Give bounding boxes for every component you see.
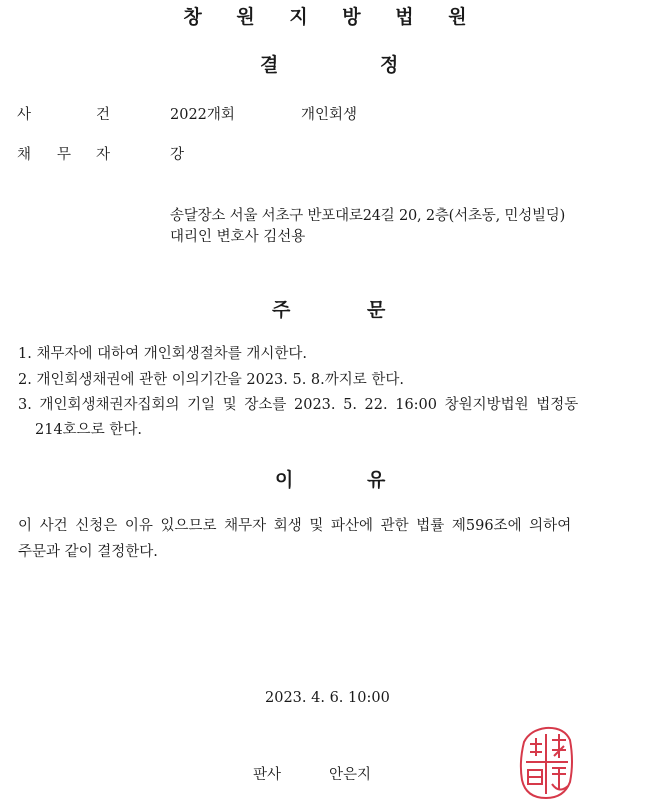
decision-date: 2023. 4. 6. 10:00 (265, 690, 390, 706)
order-item-1: 1. 채무자에 대하여 개인회생절차를 개시한다. (18, 346, 308, 362)
debtor-name: 강 (170, 147, 185, 163)
doc-title-left: 결 (260, 54, 279, 76)
case-label-2: 건 (96, 107, 111, 123)
reason-line-2: 주문과 같이 결정한다. (18, 544, 158, 560)
judge-title: 판사 (253, 767, 282, 783)
agent-lawyer: 대리인 변호사 김선용 (170, 229, 306, 245)
case-label-1: 사 (17, 107, 32, 123)
doc-title-right: 정 (380, 54, 399, 76)
service-address: 송달장소 서울 서초구 반포대로24길 20, 2층(서초동, 민성빌딩) (170, 208, 566, 224)
order-item-2: 2. 개인회생채권에 관한 이의기간을 2023. 5. 8.까지로 한다. (18, 372, 405, 388)
court-name: 창 원 지 방 법 원 (183, 6, 481, 28)
reason-line-1: 이 사건 신청은 이유 있으므로 채무자 회생 및 파산에 관한 법률 제596조에 의하여 (18, 518, 572, 534)
debtor-label-2: 무 (57, 147, 72, 163)
order-item-3: 3. 개인회생채권자집회의 기일 및 장소를 2023. 5. 22. 16:00 창원지방법원 법정동 (18, 397, 579, 413)
debtor-label-1: 채 (17, 147, 32, 163)
order-heading-left: 주 (272, 299, 291, 321)
judge-name: 안은지 (329, 767, 372, 783)
order-item-3-cont: 214호으로 한다. (35, 422, 142, 438)
reason-heading-right: 유 (367, 469, 386, 491)
reason-heading-left: 이 (275, 469, 294, 491)
debtor-label-3: 자 (96, 147, 111, 163)
case-number: 2022개회 (170, 107, 235, 123)
court-seal-stamp (516, 722, 576, 802)
case-name: 개인회생 (301, 107, 358, 123)
order-heading-right: 문 (367, 299, 386, 321)
